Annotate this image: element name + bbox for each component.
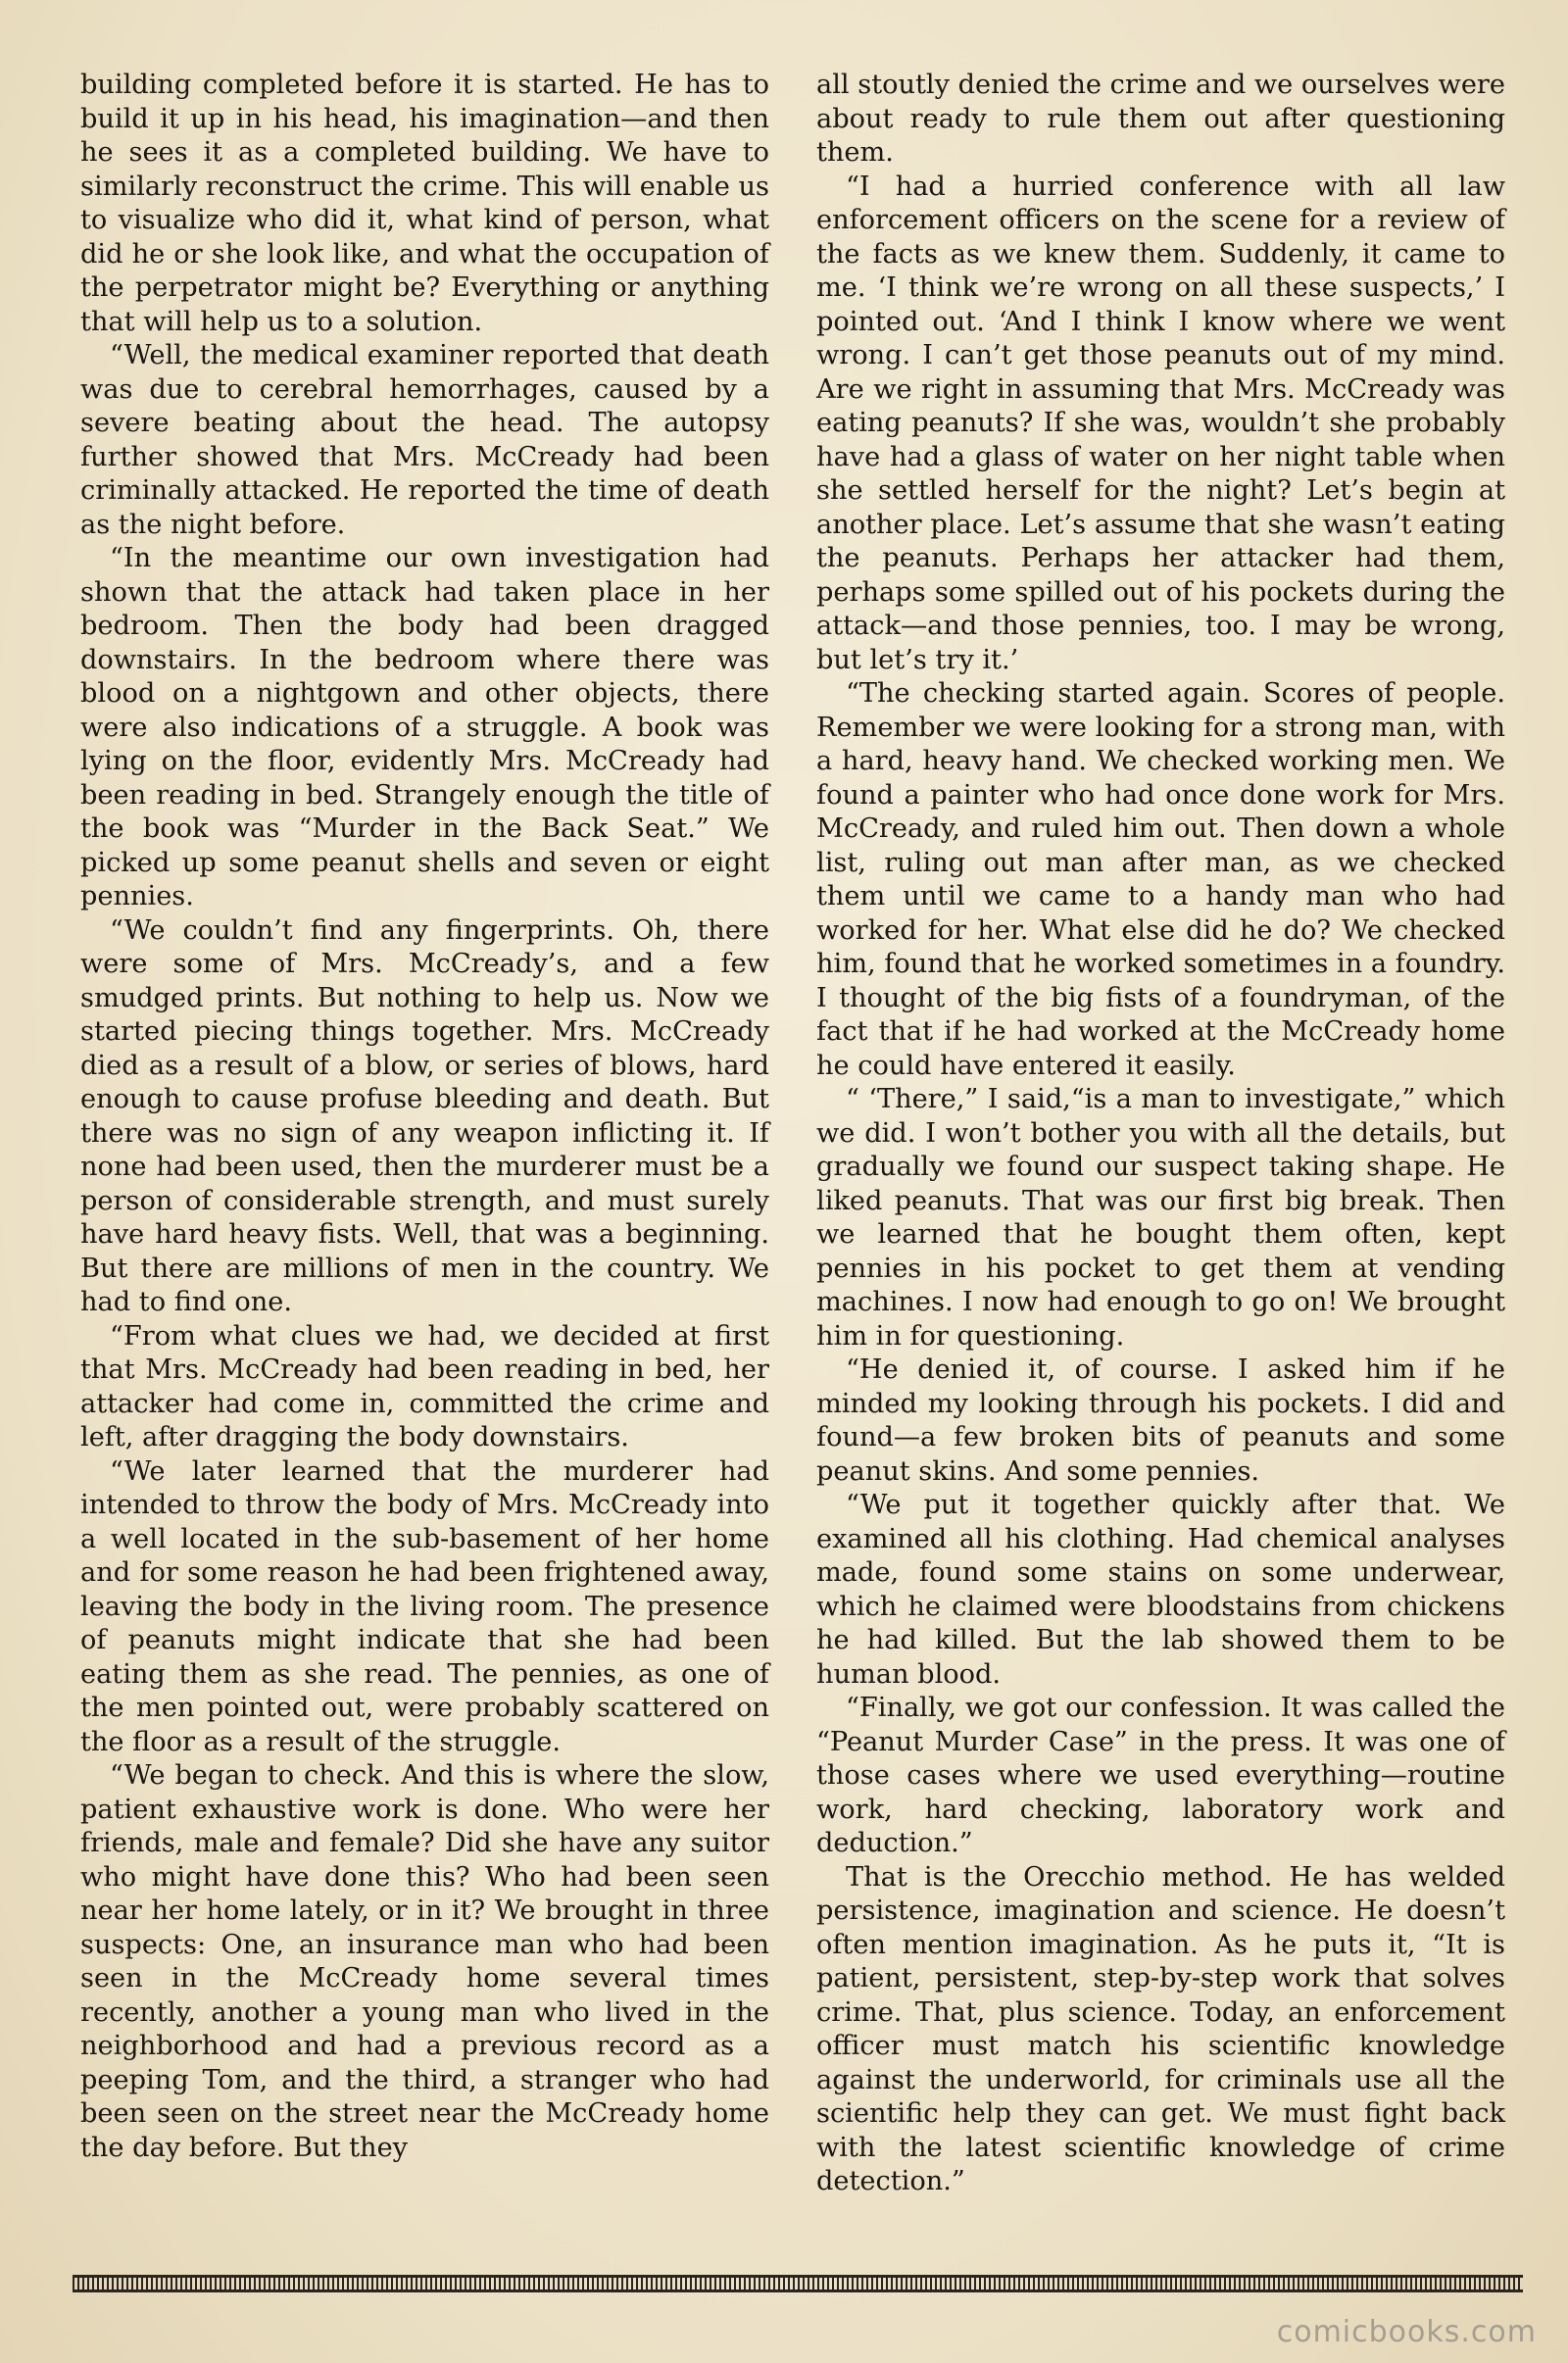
paragraph: “Finally, we got our confession. It was called the “Peanut Murder Case” in the press. It was one of those cases where we used everything—routine work, hard checking, laboratory work and deduction.”	[816, 1693, 1505, 1858]
left-text-column	[80, 69, 769, 2165]
paragraph: building completed before it is started. He has to build it up in his head, his imagination—and then he sees it as a completed building. We have to similarly reconstruct the crime. This will enable us to visualize who did it, what kind of person, what did he or she look like, and what the occupation of the perpetrator might be? Everything or anything that will help us to a solution.	[80, 70, 769, 337]
paragraph: “We began to check. And this is where the slow, patient exhaustive work is done. Who were her friends, male and female? Did she have any suitor who might have done this? Who had been seen near her home lately, or in it? We brought in three suspects: One, an insurance man who had been seen in the McCready home several times recently, another a young man who lived in the neighborhood and had a previous record as a peeping Tom, and the third, a stranger who had been seen on the street near the McCready home the day before. But they	[80, 1760, 769, 2163]
paragraph: “From what clues we had, we decided at first that Mrs. McCready had been reading in bed, her attacker had come in, committed the crime and left, after dragging the body downstairs.	[80, 1320, 769, 1452]
watermark: comicbooks.com	[1276, 2315, 1537, 2349]
paragraph: “We couldn’t find any fingerprints. Oh, there were some of Mrs. McCready’s, and a few smudged prints. But nothing to help us. Now we started piecing things together. Mrs. McCready died as a result of a blow, or series of blows, hard enough to cause profuse bleeding and death. But there was no sign of any weapon inflicting it. If none had been used, then the murderer must be a person of considerable strength, and must surely have hard heavy fists. Well, that was a beginning. But there are millions of men in the country. We had to find one.	[80, 914, 769, 1317]
paragraph: “Well, the medical examiner reported that death was due to cerebral hemorrhages, caused by a severe beating about the head. The autopsy further showed that Mrs. McCready had been criminally attacked. He reported the time of death as the night before.	[80, 340, 769, 540]
paragraph: “I had a hurried conference with all law enforcement officers on the scene for a review of the facts as we knew them. Suddenly, it came to me. ‘I think we’re wrong on all these suspects,’ I pointed out. ‘And I think I know where we went wrong. I can’t get those peanuts out of my mind. Are we right in assuming that Mrs. McCready was eating peanuts? If she was, wouldn’t she probably have had a glass of water on her night table when she settled herself for the night? Let’s begin at another place. Let’s assume that she wasn’t eating the peanuts. Perhaps her attacker had them, perhaps some spilled out of his pockets during the attack—and those pennies, too. I may be wrong, but let’s try it.’	[816, 171, 1505, 675]
paragraph: “ ‘There,” I said,“is a man to investigate,” which we did. I won’t bother you with all the details, but gradually we found our suspect taking shape. He liked peanuts. That was our first big break. Then we learned that he bought them often, kept pennies in his pocket to get them at vending machines. I now had enough to go on! We brought him in for questioning.	[816, 1084, 1505, 1352]
paragraph: all stoutly denied the crime and we ourselves were about ready to rule them out after questioning them.	[816, 70, 1505, 168]
paragraph: “He denied it, of course. I asked him if he minded my looking through his pockets. I did and found—a few broken bits of peanuts and some peanut skins. And some pennies.	[816, 1354, 1505, 1487]
paragraph: “We put it together quickly after that. We examined all his clothing. Had chemical analyses made, found some stains on some underwear, which he claimed were bloodstains from chickens he had killed. But the lab showed them to be human blood.	[816, 1490, 1505, 1690]
paragraph: That is the Orecchio method. He has welded persistence, imagination and science. He doesn’t often mention imagination. As he puts it, “It is patient, persistent, step-by-step work that solves crime. That, plus science. Today, an enforcement officer must match his scientific knowledge against the underworld, for criminals use all the scientific help they can get. We must fight back with the latest scientific knowledge of crime detection.”	[816, 1861, 1505, 2196]
right-text-column	[816, 69, 1505, 2199]
paragraph: “We later learned that the murderer had intended to throw the body of Mrs. McCready into a well located in the sub-basement of her home and for some reason he had been frightened away, leaving the body in the living room. The presence of peanuts might indicate that she had been eating them as she read. The pennies, as one of the men pointed out, were probably scattered on the floor as a result of the struggle.	[80, 1455, 769, 1757]
paragraph: “In the meantime our own investigation had shown that the attack had taken place in her bedroom. Then the body had been dragged downstairs. In the bedroom where there was blood on a nightgown and other objects, there were also indications of a struggle. A book was lying on the floor, evidently Mrs. McCready had been reading in bed. Strangely enough the title of the book was “Murder in the Back Seat.” We picked up some peanut shells and seven or eight pennies.	[80, 543, 769, 911]
paragraph: “The checking started again. Scores of people. Remember we were looking for a strong man, with a hard, heavy hand. We checked working men. We found a painter who had once done work for Mrs. McCready, and ruled him out. Then down a whole list, ruling out man after man, as we checked them until we came to a handy man who had worked for her. What else did he do? We checked him, found that he worked sometimes in a foundry. I thought of the big fists of a foundryman, of the fact that if he had worked at the McCready home he could have entered it easily.	[816, 678, 1505, 1081]
footer-divider-rule	[73, 2275, 1523, 2292]
